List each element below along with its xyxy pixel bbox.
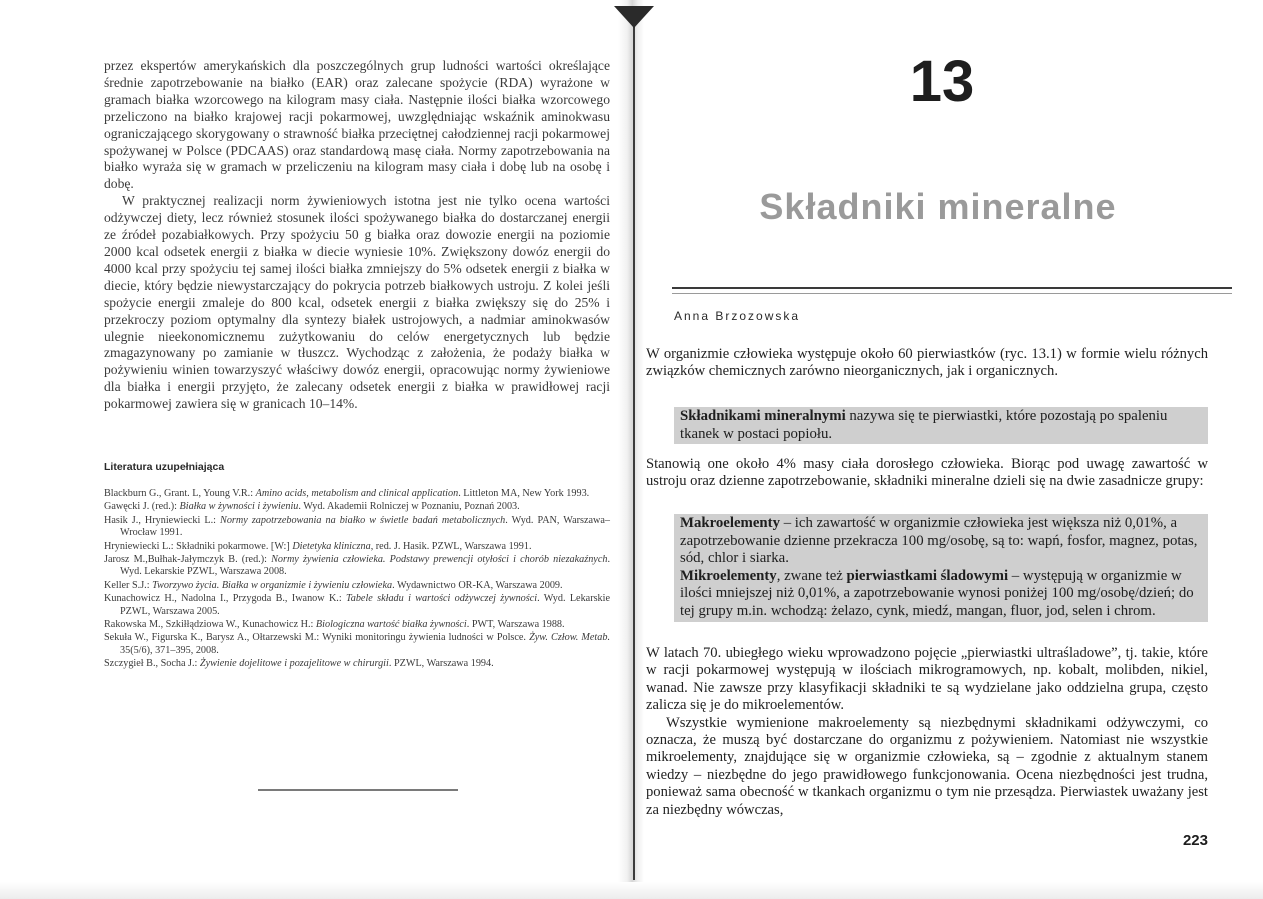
book-gutter bbox=[618, 0, 644, 899]
classification-box bbox=[674, 514, 1208, 622]
reference-item: Kunachowicz H., Nadolna I., Przygoda B., Iwanow K.: Tabele składu i wartości odżywczej żywności. Wyd. Lekarskie PZWL, Warszawa 2005. bbox=[104, 593, 611, 617]
reference-item: Sekuła W., Figurska K., Barysz A., Ołtarzewski M.: Wyniki monitoringu żywienia ludności w Polsce. Żyw. Człow. Metab. 35(5/6), 371–395, 2008. bbox=[104, 632, 610, 656]
reference-item: Keller S.J.: Tworzywo życia. Białka w organizmie i żywieniu człowieka. Wydawnictwo OR-KA, Warszawa 2009. bbox=[104, 579, 563, 591]
body-text bbox=[646, 645, 1208, 819]
title-divider bbox=[672, 287, 1232, 294]
paragraph: W praktycznej realizacji norm żywieniowych istotna jest nie tylko ocena wartości odżywczej diety, lecz również stosunek ilości spożywanego białka do dostarczanej energii ze źródeł pozabiałkowych. Przy spożyciu 50 g białka oraz dowozie energii na poziomie 2000 kcal odsetek energii z białka w diecie wyniesie 10%. Zwiększony dowóz energii do 4000 kcal przy spożyciu tej samej ilości białka zmniejszy do 5% odsetek energii z białka w diecie, który będzie niewystarczający do pokrycia potrzeb białkowych ustroju. Z kolei jeśli spożycie energii zmaleje do 800 kcal, odsetek energii z białka zwiększy się do 25% i przekroczy poziom optymalny dla syntezy białek ustrojowych, a nadmiar aminokwasów ulegnie nieekonomicznemu zużytkowaniu do celów energetycznych lub będzie zmagazynowany po zamianie w tłuszcz. Wychodząc z założenia, że podaży białka w pożywieniu winien towarzyszyć właściwy dowóz energii, opracowując normy żywieniowe dla białka i energii przyjęto, że zalecany odsetek energii z białka w prawidłowej racji pokarmowej zawiera się w granicach 10–14%. bbox=[104, 193, 610, 412]
left-page bbox=[0, 0, 622, 899]
gutter-line bbox=[633, 18, 635, 880]
right-page bbox=[642, 0, 1263, 899]
literature-list bbox=[104, 488, 610, 672]
chapter-title: Składniki mineralne bbox=[759, 186, 1117, 227]
definition-text: nazywa się te pierwiastki, które pozostają po spaleniu tkanek w postaci popiołu. bbox=[680, 408, 1168, 442]
macroelements-definition: Makroelementy – ich zawartość w organizmie człowieka jest większa niż 0,01%, a zapotrzebowanie dzienne przekracza 100 mg/osobę, są to: wapń, fosfor, magnez, potas, sód, chlor i siarka. bbox=[680, 515, 1198, 567]
paragraph: Stanowią one około 4% masy ciała dorosłego człowieka. Biorąc pod uwagę zawartość w ustroju oraz dzienne zapotrzebowanie, składniki mineralne dzieli się na dwie zasadnicze grupy: bbox=[646, 456, 1208, 490]
paragraph: W latach 70. ubiegłego wieku wprowadzono pojęcie „pierwiastki ultraśladowe”, tj. takie, które w racji pokarmowej występują w ilościach mikrogramowych, np. kobalt, molibden, nikiel, wanad. Nie zawsze przy klasyfikacji składniki te są wydzielane jako oddzielna grupa, często zalicza się je do mikroelementów. bbox=[646, 645, 1208, 714]
reference-item: Szczygieł B., Socha J.: Żywienie dojelitowe i pozajelitowe w chirurgii. PZWL, Warszawa 1994. bbox=[104, 658, 494, 670]
reference-item: Gawęcki J. (red.): Białka w żywności i żywieniu. Wyd. Akademii Rolniczej w Poznaniu, Poznań 2003. bbox=[104, 501, 520, 513]
reference-item: Hryniewiecki L.: Składniki pokarmowe. [W:] Dietetyka kliniczna, red. J. Hasik. PZWL, Warszawa 1991. bbox=[104, 540, 532, 552]
paragraph-groups bbox=[646, 456, 1208, 491]
reference-item: Jarosz M.,Bułhak-Jałymczyk B. (red.): Normy żywienia człowieka. Podstawy prewencji otyłości i chorób niezakaźnych. Wyd. Lekarskie PZWL, Warszawa 2008. bbox=[104, 554, 610, 578]
page-number: 223 bbox=[1182, 832, 1208, 849]
paragraph: przez ekspertów amerykańskich dla poszczególnych grup ludności wartości określające średnie zapotrzebowanie na białko (EAR) oraz zalecane spożycie (RDA) wyrażone w gramach białka wzorcowego na kilogram masy ciała. Następnie ilości białka wzorcowego przeliczono na białko krajowej racji pokarmowej, uwzględniając wskaźnik aminokwasu ograniczającego skorygowany o strawność białka przeciętnej całodziennej racji pokarmowej spożywanej w Polsce (PDCAAS) oraz standardową masę ciała. Normy zapotrzebowania na białko wyraża się w gramach w przeliczeniu na kilogram masy ciała i dobę lub na osobę i dobę. bbox=[104, 58, 610, 192]
reference-item: Hasik J., Hryniewiecki L.: Normy zapotrzebowania na białko w świetle badań metabolicznych. Wyd. PAN, Warszawa–Wrocław 1991. bbox=[104, 514, 611, 539]
intro-paragraph bbox=[646, 346, 1208, 381]
paragraph: W organizmie człowieka występuje około 60 pierwiastków (ryc. 13.1) w formie wielu różnych związków chemicznych zarówno nieorganicznych, jak i organicznych. bbox=[646, 346, 1208, 380]
left-body-text bbox=[104, 58, 610, 413]
reference-item: Blackburn G., Grant. L, Young V.R.: Amino acids, metabolism and clinical application. Littleton MA, New York 1993. bbox=[104, 488, 590, 499]
chapter-number: 13 bbox=[909, 49, 975, 114]
chapter-author: Anna Brzozowska bbox=[674, 309, 801, 323]
definition-box bbox=[674, 407, 1208, 444]
divider bbox=[258, 789, 458, 791]
paragraph: Wszystkie wymienione makroelementy są niezbędnymi składnikami odżywczymi, co oznacza, że muszą być dostarczane do organizmu z pożywieniem. Natomiast nie wszystkie mikroelementy, znajdujące się w organizmie człowieka, są – zgodnie z aktualnym stanem wiedzy – niezbędne do jego prawidłowego funkcjonowania. Ocena niezbędności jest trudna, ponieważ sama obecność w tkankach organizmu o tym nie przesądza. Pierwiastek uważany jest za niezbędny wówczas, bbox=[646, 714, 1208, 818]
literature-heading: Literatura uzupełniająca bbox=[104, 461, 225, 473]
page-edge-shadow bbox=[0, 882, 1263, 899]
microelements-definition: Mikroelementy, zwane też pierwiastkami śladowymi – występują w organizmie w ilości mniejszej niż 0,01%, a zapotrzebowanie wynosi poniżej 100 mg/osobę/dzień; do tej grupy m.in. wchodzą: żelazo, cynk, miedź, mangan, fluor, jod, selen i chrom. bbox=[680, 567, 1194, 619]
reference-item: Rakowska M., Szkiłłądziowa W., Kunachowicz H.: Biologiczna wartość białka żywności. PWT, Warszawa 1988. bbox=[104, 619, 565, 631]
term: Składnikami mineralnymi bbox=[680, 408, 846, 424]
